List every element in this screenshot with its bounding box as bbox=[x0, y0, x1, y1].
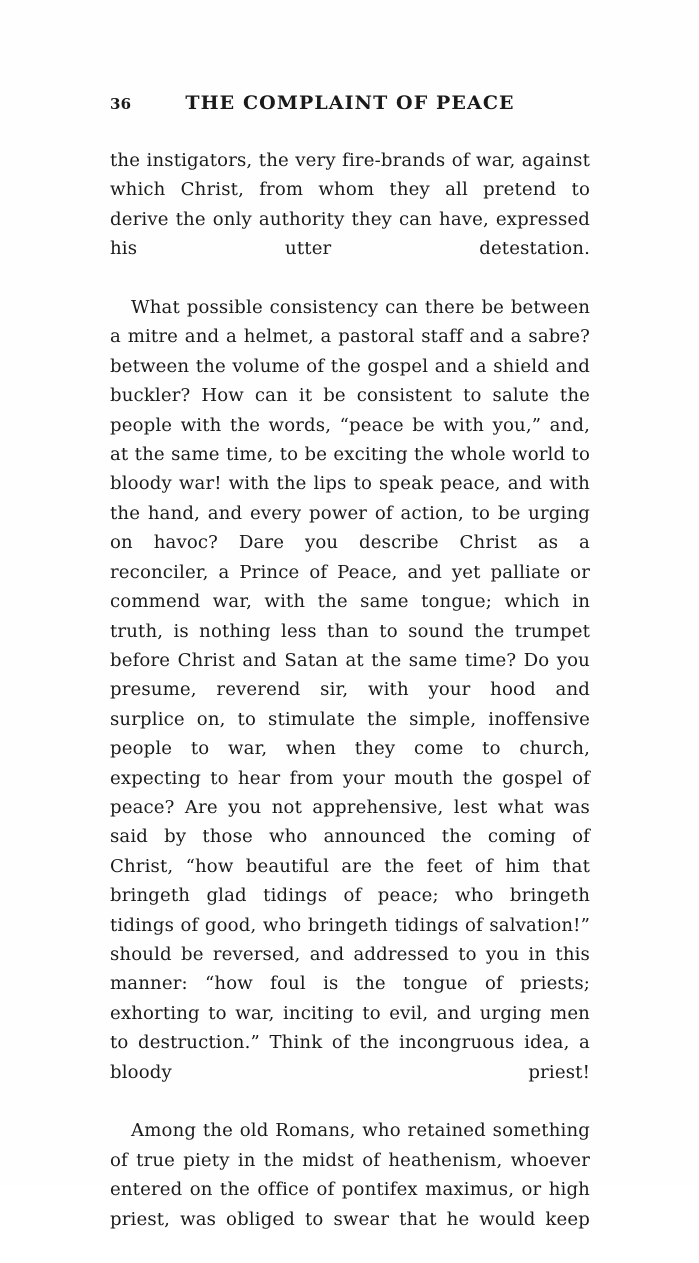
page-header bbox=[110, 92, 590, 118]
paragraph: What possible consistency can there be between a mitre and a helmet, a pastoral staff and a sabre? between the volume of the gospel and a shield and buckler? How can it be consistent to salute the people with the words, “peace be with you,” and, at the same time, to be exciting the whole world to bloody war! with the lips to speak peace, and with the hand, and every power of action, to be urging on havoc? Dare you describe Christ as a reconciler, a Prince of Peace, and yet palliate or commend war, with the same tongue; which in truth, is nothing less than to sound the trumpet before Christ and Satan at the same time? Do you presume, reverend sir, with your hood and surplice on, to stimulate the simple, inoffensive people to war, when they come to church, expecting to hear from your mouth the gospel of peace? Are you not apprehensive, lest what was said by those who announced the coming of Christ, “how beautiful are the feet of him that bringeth glad tidings of peace; who bringeth tidings of good, who bringeth tidings of salvation!” should be reversed, and addressed to you in this manner: “how foul is the tongue of priests; exhorting to war, inciting to evil, and urging men to destruction.” Think of the incongruous idea, a bloody priest! bbox=[110, 297, 590, 1083]
running-title: THE COMPLAINT OF PEACE bbox=[185, 92, 515, 114]
body-text bbox=[110, 146, 590, 1263]
paragraph: Among the old Romans, who retained something of true piety in the midst of heathenism, whoever entered on the office of pontifex maximus, or high priest, was obliged to swear that he would keep bbox=[110, 1120, 590, 1230]
paragraph: the instigators, the very fire-brands of war, against which Christ, from whom they all pretend to derive the only authority they can have, expressed his utter detestation. bbox=[110, 150, 590, 260]
page-number: 36 bbox=[110, 95, 132, 113]
